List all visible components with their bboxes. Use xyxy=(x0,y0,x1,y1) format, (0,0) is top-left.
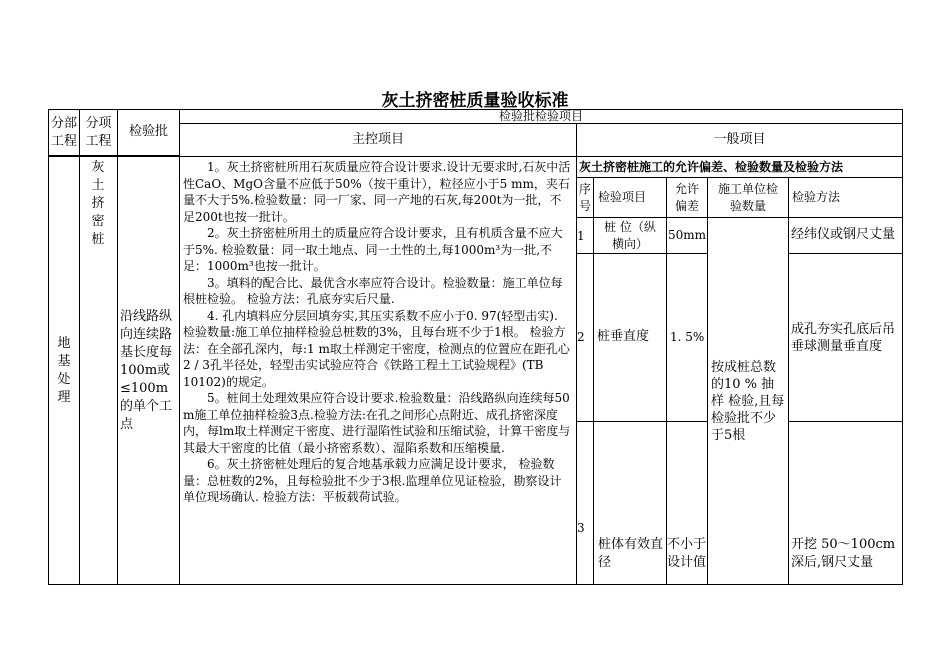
header-fenbu: 分部工程 xyxy=(48,109,80,156)
row3-method: 开挖 50～100cm深后,钢尺丈量 xyxy=(788,421,903,585)
main-item-3: 3。填料的配合比、最优含水率应符合设计。检验数量：施工单位每根桩检验。 检验方法：孔底夯实后尺量. xyxy=(183,275,563,306)
general-heading: 灰土挤密桩施工的允许偏差、检验数量及检验方法 xyxy=(576,156,903,178)
document-title: 灰土挤密桩质量验收标准 xyxy=(381,91,569,111)
main-items-text xyxy=(179,156,577,585)
jianyanpi-value: 沿线路纵向连续路基长度每100m或≤100m的单个工点 xyxy=(117,156,180,585)
col-header-method: 检验方法 xyxy=(788,177,903,218)
row1-method: 经纬仪或钢尺丈量 xyxy=(788,217,903,254)
row1-tolerance: 50mm xyxy=(666,217,708,254)
row2-item: 桩垂直度 xyxy=(593,253,667,422)
row3-tolerance: 不小于设计值 xyxy=(666,421,708,585)
row1-no: 1 xyxy=(576,217,594,254)
header-jianyanpi: 检验批 xyxy=(117,109,180,156)
row2-tolerance: 1. 5% xyxy=(666,253,708,422)
col-header-no: 序号 xyxy=(576,177,594,218)
row2-method: 成孔夯实孔底后吊垂球测量垂直度 xyxy=(788,253,903,422)
col-header-quantity: 施工单位检验数量 xyxy=(707,177,789,218)
header-inspection-items: 检验批检验项目 xyxy=(179,109,903,124)
header-main-items: 主控项目 xyxy=(179,123,577,157)
col-header-tolerance: 允许偏差 xyxy=(666,177,708,218)
row2-no: 2 xyxy=(576,253,594,422)
main-item-6: 6。灰土挤密桩处理后的复合地基承载力应满足设计要求， 检验数量：总桩数的2%，且每检验批不少于3根.监理单位见证检验，勘察设计单位现场确认. 检验方法：平板载荷试验。 xyxy=(183,457,562,504)
main-item-2: 2。灰土挤密桩所用土的质量应符合设计要求，且有机质含量不应大于5%. 检验数量：同一取土地点、同一土性的土,每1000m³为一批,不足：1000m³也按一批计。 xyxy=(183,226,563,273)
header-fenxiang: 分项工程 xyxy=(79,109,118,156)
main-item-1: 1。灰土挤密桩所用石灰质量应符合设计要求.设计无要求时,石灰中活性CaO、MgO含量不应低于50%（按干重计），粒径应小于5 mm，夹石量不大于5%.检验数量：同一厂家、同一产地的石灰,每200t为一批，不足200t也按一批计。 xyxy=(183,160,571,224)
main-item-4: 4. 孔内填料应分层回填夯实,其压实系数不应小于0. 97(轻型击实). 检验数量:施工单位抽样检验总桩数的3%，且每台班不少于1根。 检验方法：在全部孔深内，每:1 m取土样测定干密度，检测点的位置应在距孔心2 / 3孔半径处，轻型击实试验应符合《铁路工程土工试验规程》(TB 10102)的规定。 xyxy=(183,308,570,389)
row1-item: 桩 位（纵横向） xyxy=(593,217,667,254)
main-item-5: 5。桩间土处理效果应符合设计要求.检验数量：沿线路纵向连续每50 m施工单位抽样检验3点.检验方法:在孔之间形心点附近、成孔挤密深度内，每lm取土样测定干密度、进行湿陷性试验和压缩试验，计算干密度与其最大干密度的比值（最小挤密系数）、湿陷系数和压缩模量. xyxy=(183,391,571,455)
row3-no: 3 xyxy=(576,421,594,585)
fenxiang-value: 灰土挤密桩 xyxy=(79,156,118,585)
col-header-item: 检验项目 xyxy=(593,177,667,218)
fenbu-value: 地基处理 xyxy=(48,156,80,585)
general-quantity: 按成桩总数的10 % 抽 样 检验,且每检验批不少于5根 xyxy=(707,217,789,585)
row3-item: 桩体有效直径 xyxy=(593,421,667,585)
header-general-items: 一般项目 xyxy=(576,123,903,157)
